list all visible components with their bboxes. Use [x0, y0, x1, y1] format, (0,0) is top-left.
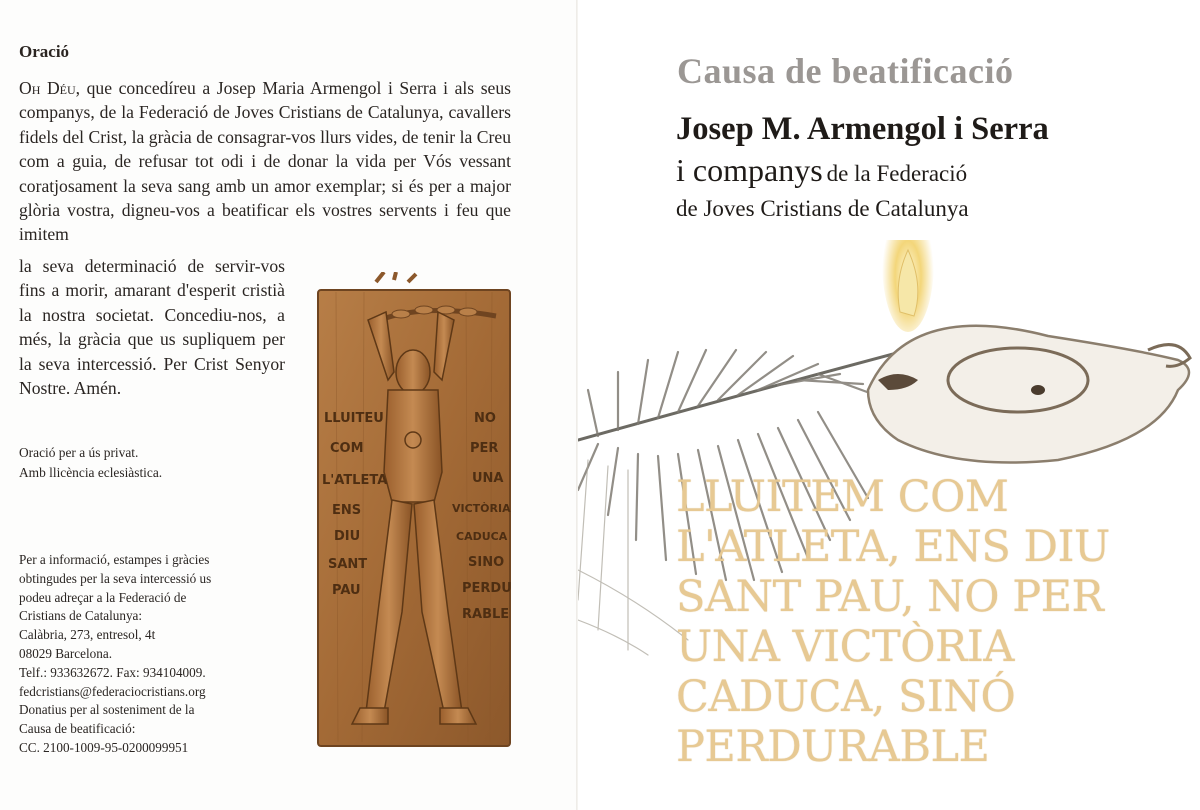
- prayer-text: [19, 76, 511, 247]
- info-line: Donatius per al sosteniment de la: [19, 702, 195, 718]
- relief-word: ENS: [332, 503, 362, 518]
- prayer-title: Oració: [19, 42, 70, 61]
- info-account: CC. 2100-1009-95-0200099951: [19, 739, 189, 755]
- license-text: Amb llicència eclesiàstica.: [19, 465, 163, 480]
- quote-line: UNA VICTÒRIA: [676, 622, 1014, 672]
- relief-word: VICTÒRIA: [452, 502, 511, 515]
- companions-line: [676, 152, 967, 189]
- info-email[interactable]: fedcristians@federaciocristians.org: [19, 683, 206, 699]
- info-line: Telf.: 933632672. Fax: 934104009.: [19, 664, 206, 680]
- info-line: obtingudes per la seva intercessió us: [19, 570, 212, 586]
- relief-word: NO: [474, 411, 496, 426]
- quote-line: CADUCA, SINÓ: [676, 672, 1016, 722]
- relief-word: SINO: [468, 555, 505, 570]
- relief-word: DIU: [334, 529, 361, 544]
- info-line: podeu adreçar a la Federació de: [19, 589, 187, 605]
- quote-line: PERDURABLE: [676, 722, 990, 772]
- info-line: Cristians de Catalunya:: [19, 608, 143, 624]
- prayer-body: , que concedíreu a Josep Maria Armengol i Serra i als seus companys, de la Federació de Joves Cristians de Catalunya, cavallers fidels del Crist, la gràcia de consagrar-vos llurs vides, de tenir la Creu com a guia, de refusar tot odi i de donar la vida per Vós vessant coratjosament la seva sang amb un amor exemplar; si és per a major glòria vostra, digneu-vos a beatificar els vostres servents i feu que imitem: [19, 78, 511, 245]
- relief-word: L'ATLETA: [322, 473, 388, 488]
- relief-word: PER: [470, 441, 499, 456]
- quote-line: SANT PAU, NO PER: [676, 572, 1104, 622]
- quote-block: [676, 472, 1176, 772]
- relief-word: UNA: [472, 471, 504, 486]
- private-use-text: Oració per a ús privat.: [19, 445, 139, 460]
- relief-word: RABLE: [462, 607, 510, 622]
- companions-text: i companys: [676, 152, 823, 188]
- info-line: Causa de beatificació:: [19, 721, 136, 737]
- quote-line: L'ATLETA, ENS DIU: [676, 522, 1110, 572]
- private-use-note: [19, 443, 162, 483]
- cause-heading: Causa de beatificació: [677, 51, 1014, 91]
- contact-info: [19, 551, 289, 758]
- info-line: 08029 Barcelona.: [19, 645, 113, 661]
- relief-word: PERDU: [462, 581, 512, 596]
- prayer-continuation: la seva determinació de servir-vos fins a morir, amarant d'esperit cristià la nostra societat. Concediu-nos, a més, la gràcia que us supliquem per la seva intercessió. Per Crist Senyor Nostre. Amén.: [19, 256, 285, 399]
- relief-word: COM: [330, 441, 364, 456]
- info-line: Calàbria, 273, entresol, 4t: [19, 627, 156, 643]
- wood-relief-image: [316, 272, 512, 748]
- name-heading: Josep M. Armengol i Serra: [676, 111, 1049, 147]
- youth-line: de Joves Cristians de Catalunya: [676, 196, 969, 221]
- relief-word: PAU: [332, 583, 361, 598]
- quote-line: LLUITEM COM: [676, 472, 1009, 522]
- federation-text: de la Federació: [826, 161, 968, 186]
- oil-lamp: [868, 240, 1190, 463]
- relief-word: SANT: [328, 557, 368, 572]
- relief-word: LLUITEU: [324, 411, 384, 426]
- relief-word: CADUCA: [456, 530, 508, 543]
- prayer-lead: Oh Déu: [19, 78, 76, 98]
- info-line: Per a informació, estampes i gràcies: [19, 552, 210, 567]
